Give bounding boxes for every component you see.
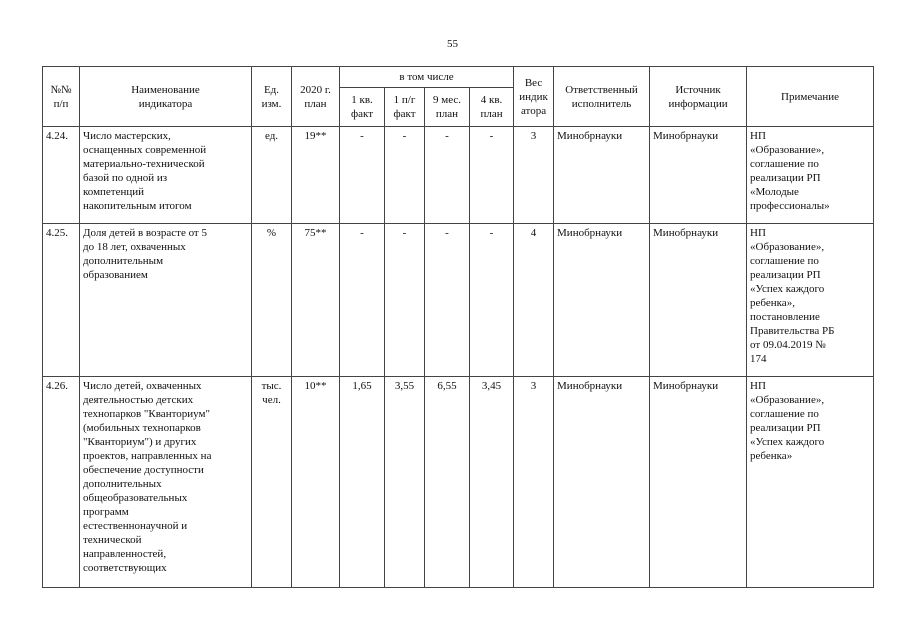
- header-note: Примечание: [747, 67, 874, 127]
- row-unit: тыс. чел.: [252, 377, 292, 588]
- row-source: Минобрнауки: [650, 224, 747, 377]
- row-responsible: Минобрнауки: [554, 127, 650, 224]
- page-number: 55: [447, 38, 458, 50]
- row-note: НП «Образование», соглашение по реализации РП «Успех каждого ребенка», постановление Правительства РБ от 09.04.2019 № 174: [747, 224, 874, 377]
- row-source: Минобрнауки: [650, 377, 747, 588]
- row-plan-2020: 10**: [292, 377, 340, 588]
- row-q1-fact: -: [340, 224, 385, 377]
- header-name: Наименование индикатора: [80, 67, 252, 127]
- row-q4-plan: -: [470, 127, 514, 224]
- header-including: в том числе: [340, 67, 514, 88]
- row-indicator-name: Число детей, охваченных деятельностью детских технопарков "Кванториум" (мобильных технопарков "Кванториум") и других проектов, направленных на обеспечение доступности дополнительных общеобразовательных программ естественнонаучной и технической направленностей, соответствующих: [80, 377, 252, 588]
- table-row: [43, 224, 874, 377]
- header-plan-2020: 2020 г. план: [292, 67, 340, 127]
- row-note: НП «Образование», соглашение по реализации РП «Успех каждого ребенка»: [747, 377, 874, 588]
- row-weight: 4: [514, 224, 554, 377]
- row-plan-2020: 75**: [292, 224, 340, 377]
- row-weight: 3: [514, 377, 554, 588]
- row-q4-plan: -: [470, 224, 514, 377]
- row-h1-fact: 3,55: [385, 377, 425, 588]
- row-num: 4.26.: [43, 377, 80, 588]
- row-9m-plan: -: [425, 127, 470, 224]
- row-plan-2020: 19**: [292, 127, 340, 224]
- header-source: Источник информации: [650, 67, 747, 127]
- row-q1-fact: -: [340, 127, 385, 224]
- row-h1-fact: -: [385, 127, 425, 224]
- row-responsible: Минобрнауки: [554, 377, 650, 588]
- header-9m-plan: 9 мес. план: [425, 88, 470, 127]
- header-h1-fact: 1 п/г факт: [385, 88, 425, 127]
- row-indicator-name: Число мастерских, оснащенных современной материально-технической базой по одной из компетенций накопительным итогом: [80, 127, 252, 224]
- header-num: №№ п/п: [43, 67, 80, 127]
- header-weight: Вес индик атора: [514, 67, 554, 127]
- row-unit: %: [252, 224, 292, 377]
- row-unit: ед.: [252, 127, 292, 224]
- header-q4-plan: 4 кв. план: [470, 88, 514, 127]
- header-responsible: Ответственный исполнитель: [554, 67, 650, 127]
- row-9m-plan: -: [425, 224, 470, 377]
- header-unit: Ед. изм.: [252, 67, 292, 127]
- row-responsible: Минобрнауки: [554, 224, 650, 377]
- indicators-table: [42, 66, 874, 588]
- row-num: 4.24.: [43, 127, 80, 224]
- row-h1-fact: -: [385, 224, 425, 377]
- table-row: [43, 377, 874, 588]
- row-9m-plan: 6,55: [425, 377, 470, 588]
- row-q4-plan: 3,45: [470, 377, 514, 588]
- row-q1-fact: 1,65: [340, 377, 385, 588]
- table-header-row-1: [43, 67, 874, 88]
- header-q1-fact: 1 кв. факт: [340, 88, 385, 127]
- row-weight: 3: [514, 127, 554, 224]
- row-source: Минобрнауки: [650, 127, 747, 224]
- row-indicator-name: Доля детей в возрасте от 5 до 18 лет, охваченных дополнительным образованием: [80, 224, 252, 377]
- row-num: 4.25.: [43, 224, 80, 377]
- row-note: НП «Образование», соглашение по реализации РП «Молодые профессионалы»: [747, 127, 874, 224]
- table-row: [43, 127, 874, 224]
